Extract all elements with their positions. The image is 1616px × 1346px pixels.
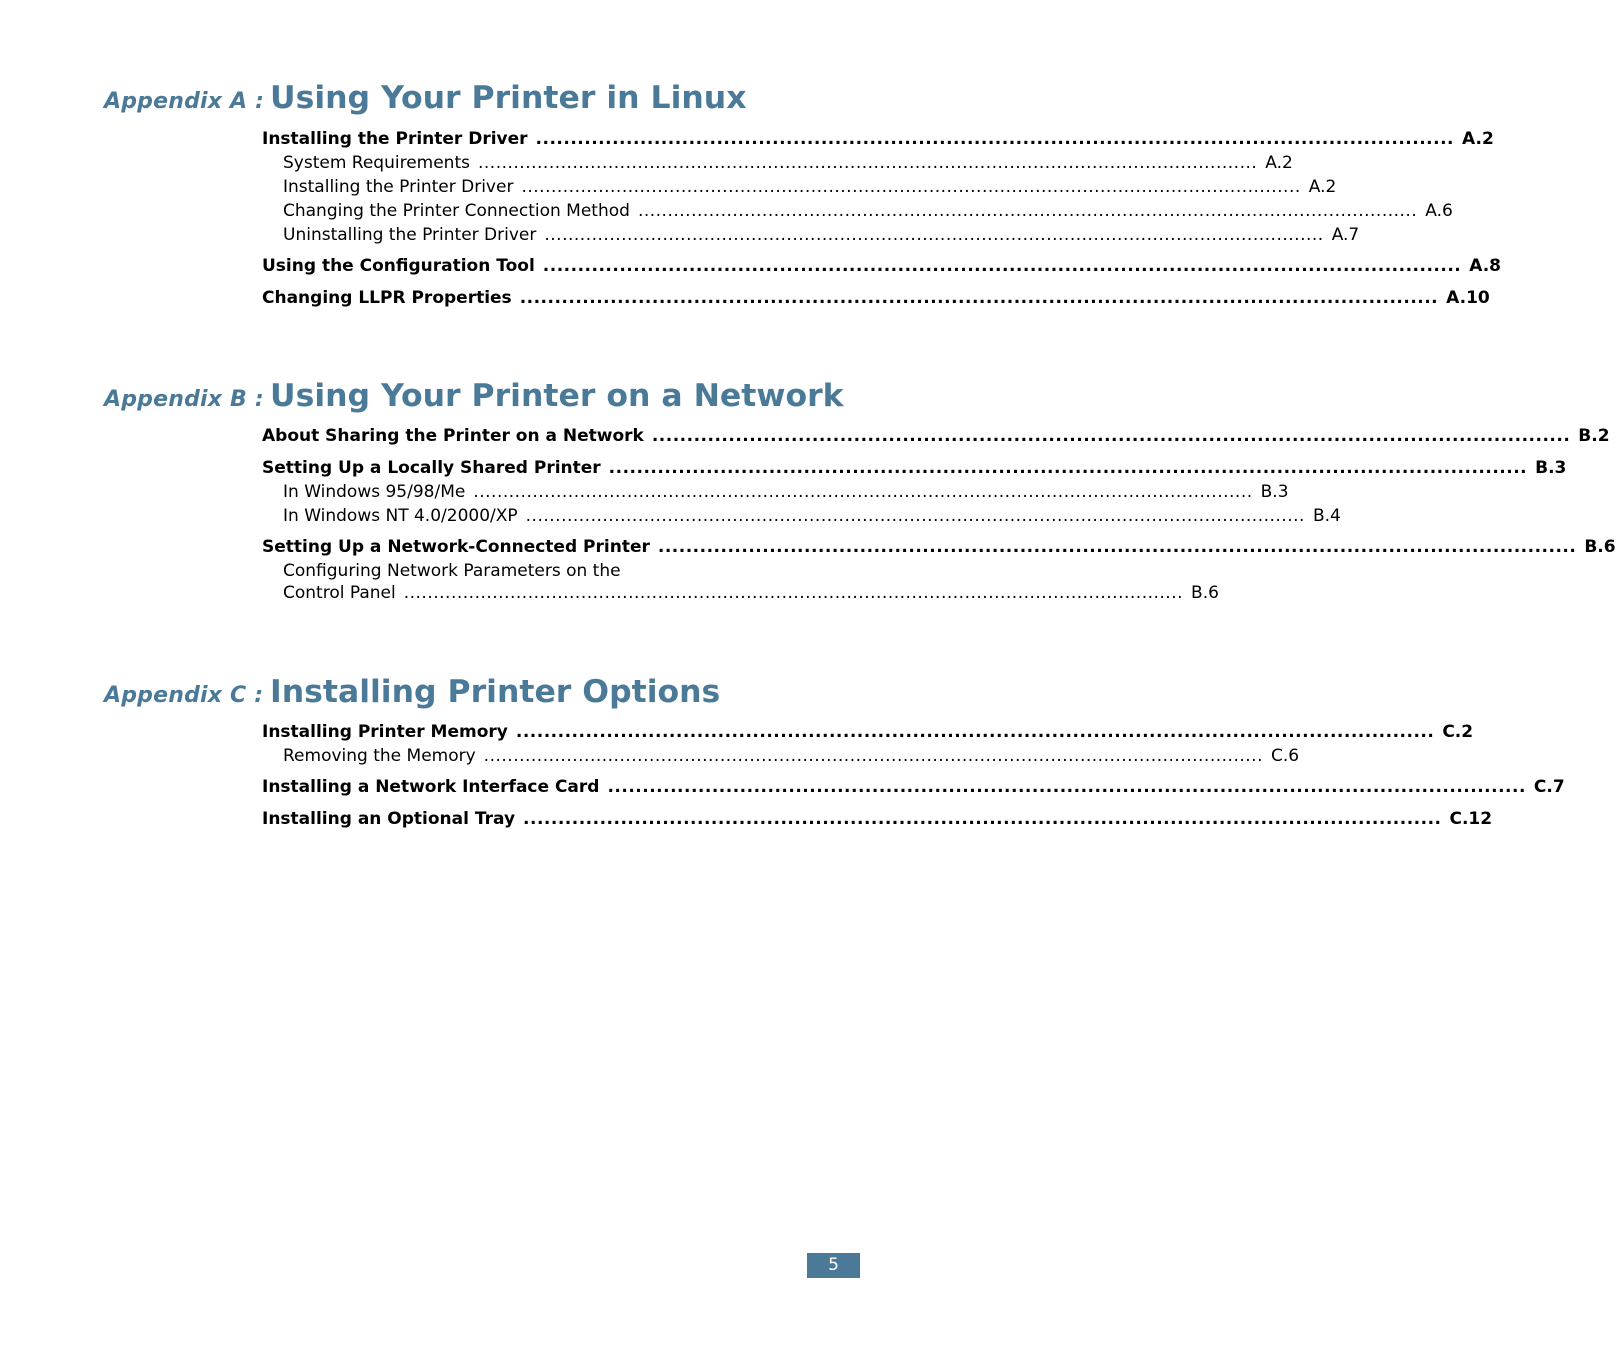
toc-entry-text: Uninstalling the Printer Driver [283,225,537,245]
toc-entry-page: A.10 [1446,288,1490,308]
toc-entry-text: Installing the Printer Driver [283,177,514,197]
toc-entry-text: Using the Configuration Tool [262,256,535,276]
toc-entry-page: C.2 [1442,722,1474,742]
leader-dots: .................................................................................................................................... [525,506,1305,526]
toc-entry-page: C.7 [1533,777,1565,797]
leader-dots: .................................................................................................................................... [477,153,1258,173]
toc-entry-page: A.8 [1469,256,1502,276]
leader-dots: .................................................................................................................................... [637,201,1418,221]
toc-entry[interactable] [262,286,1490,310]
leader-dots: .................................................................................................................................... [542,256,1462,276]
toc-entry-text: Installing Printer Memory [262,722,508,742]
toc-entry[interactable] [283,744,1300,768]
leader-dots: .................................................................................................................................... [483,746,1263,766]
toc-entry[interactable] [262,535,1616,559]
toc-entry-text: In Windows 95/98/Me [283,482,466,502]
toc-entry-page: B.6 [1584,537,1616,557]
leader-dots: .................................................................................................................................... [607,777,1526,797]
toc-entry-text: Configuring Network Parameters on the [283,561,621,581]
leader-dots: .................................................................................................................................... [473,482,1253,502]
toc-entry-text: Installing the Printer Driver [262,129,528,149]
appendix-label: Appendix C : [104,683,264,708]
leader-dots: .................................................................................................................................... [519,288,1439,308]
toc-entry-page: B.3 [1260,482,1289,502]
appendix-c-heading [104,666,828,710]
appendix-a-heading [104,72,828,116]
toc-entry-text: Removing the Memory [283,746,476,766]
toc-entry[interactable] [262,775,1565,799]
toc-entry[interactable] [262,424,1610,448]
leader-dots: .................................................................................................................................... [544,225,1324,245]
appendix-title: Using Your Printer on a Network [270,378,844,414]
leader-dots: .................................................................................................................................... [651,426,1571,446]
toc-entry-text: Changing the Printer Connection Method [283,201,630,221]
toc-entry-page: B.2 [1578,426,1610,446]
toc-entry-text: About Sharing the Printer on a Network [262,426,644,446]
toc-entry-page: A.2 [1308,177,1337,197]
toc-entry[interactable] [283,504,1341,528]
toc-entry-text: Installing a Network Interface Card [262,777,600,797]
toc-entry-page: A.2 [1265,153,1293,173]
toc-entry[interactable] [262,127,1494,151]
toc-entry[interactable] [262,807,1493,831]
toc-entry-text: System Requirements [283,153,470,173]
toc-entry[interactable] [262,254,1502,278]
toc-entry[interactable] [283,175,1337,199]
leader-dots: .................................................................................................................................... [535,129,1455,149]
toc-entry-page: B.3 [1535,458,1567,478]
appendix-a-section [104,72,828,116]
toc-entry-page: C.6 [1270,746,1300,766]
appendix-b-section [104,370,844,414]
toc-entry[interactable] [283,151,1293,175]
toc-entry-wrapped-line[interactable] [283,559,828,583]
toc-entry-text: Setting Up a Locally Shared Printer [262,458,601,478]
toc-entry[interactable] [283,223,1360,247]
appendix-b-heading [104,370,844,414]
leader-dots: .................................................................................................................................... [515,722,1435,742]
page-number: 5 [807,1253,860,1278]
appendix-label: Appendix A : [104,89,265,114]
toc-entry-page: A.2 [1462,129,1494,149]
toc-entry[interactable] [262,456,1567,480]
toc-entry-page: C.12 [1449,809,1493,829]
toc-entry-text: Setting Up a Network-Connected Printer [262,537,650,557]
toc-entry-text: Changing LLPR Properties [262,288,512,308]
toc-entry-page: B.4 [1312,506,1341,526]
appendix-c-section [104,666,828,710]
toc-entry-text: Installing an Optional Tray [262,809,516,829]
toc-entry-text: Control Panel [283,583,396,603]
leader-dots: .................................................................................................................................... [521,177,1301,197]
toc-entry-text: In Windows NT 4.0/2000/XP [283,506,518,526]
toc-entry[interactable] [283,480,1289,504]
appendix-title: Using Your Printer in Linux [270,80,747,116]
toc-entry-page: A.7 [1331,225,1360,245]
toc-entry[interactable] [283,199,1453,223]
appendix-title: Installing Printer Options [270,674,721,710]
leader-dots: .................................................................................................................................... [608,458,1528,478]
toc-entry-page: A.6 [1425,201,1453,221]
appendix-label: Appendix B : [104,387,264,412]
toc-entry-page: B.6 [1191,583,1219,603]
leader-dots: .................................................................................................................................... [523,809,1442,829]
leader-dots: .................................................................................................................................... [403,583,1184,603]
leader-dots: .................................................................................................................................... [657,537,1577,557]
toc-entry[interactable] [262,720,1474,744]
toc-entry[interactable] [283,581,1219,605]
